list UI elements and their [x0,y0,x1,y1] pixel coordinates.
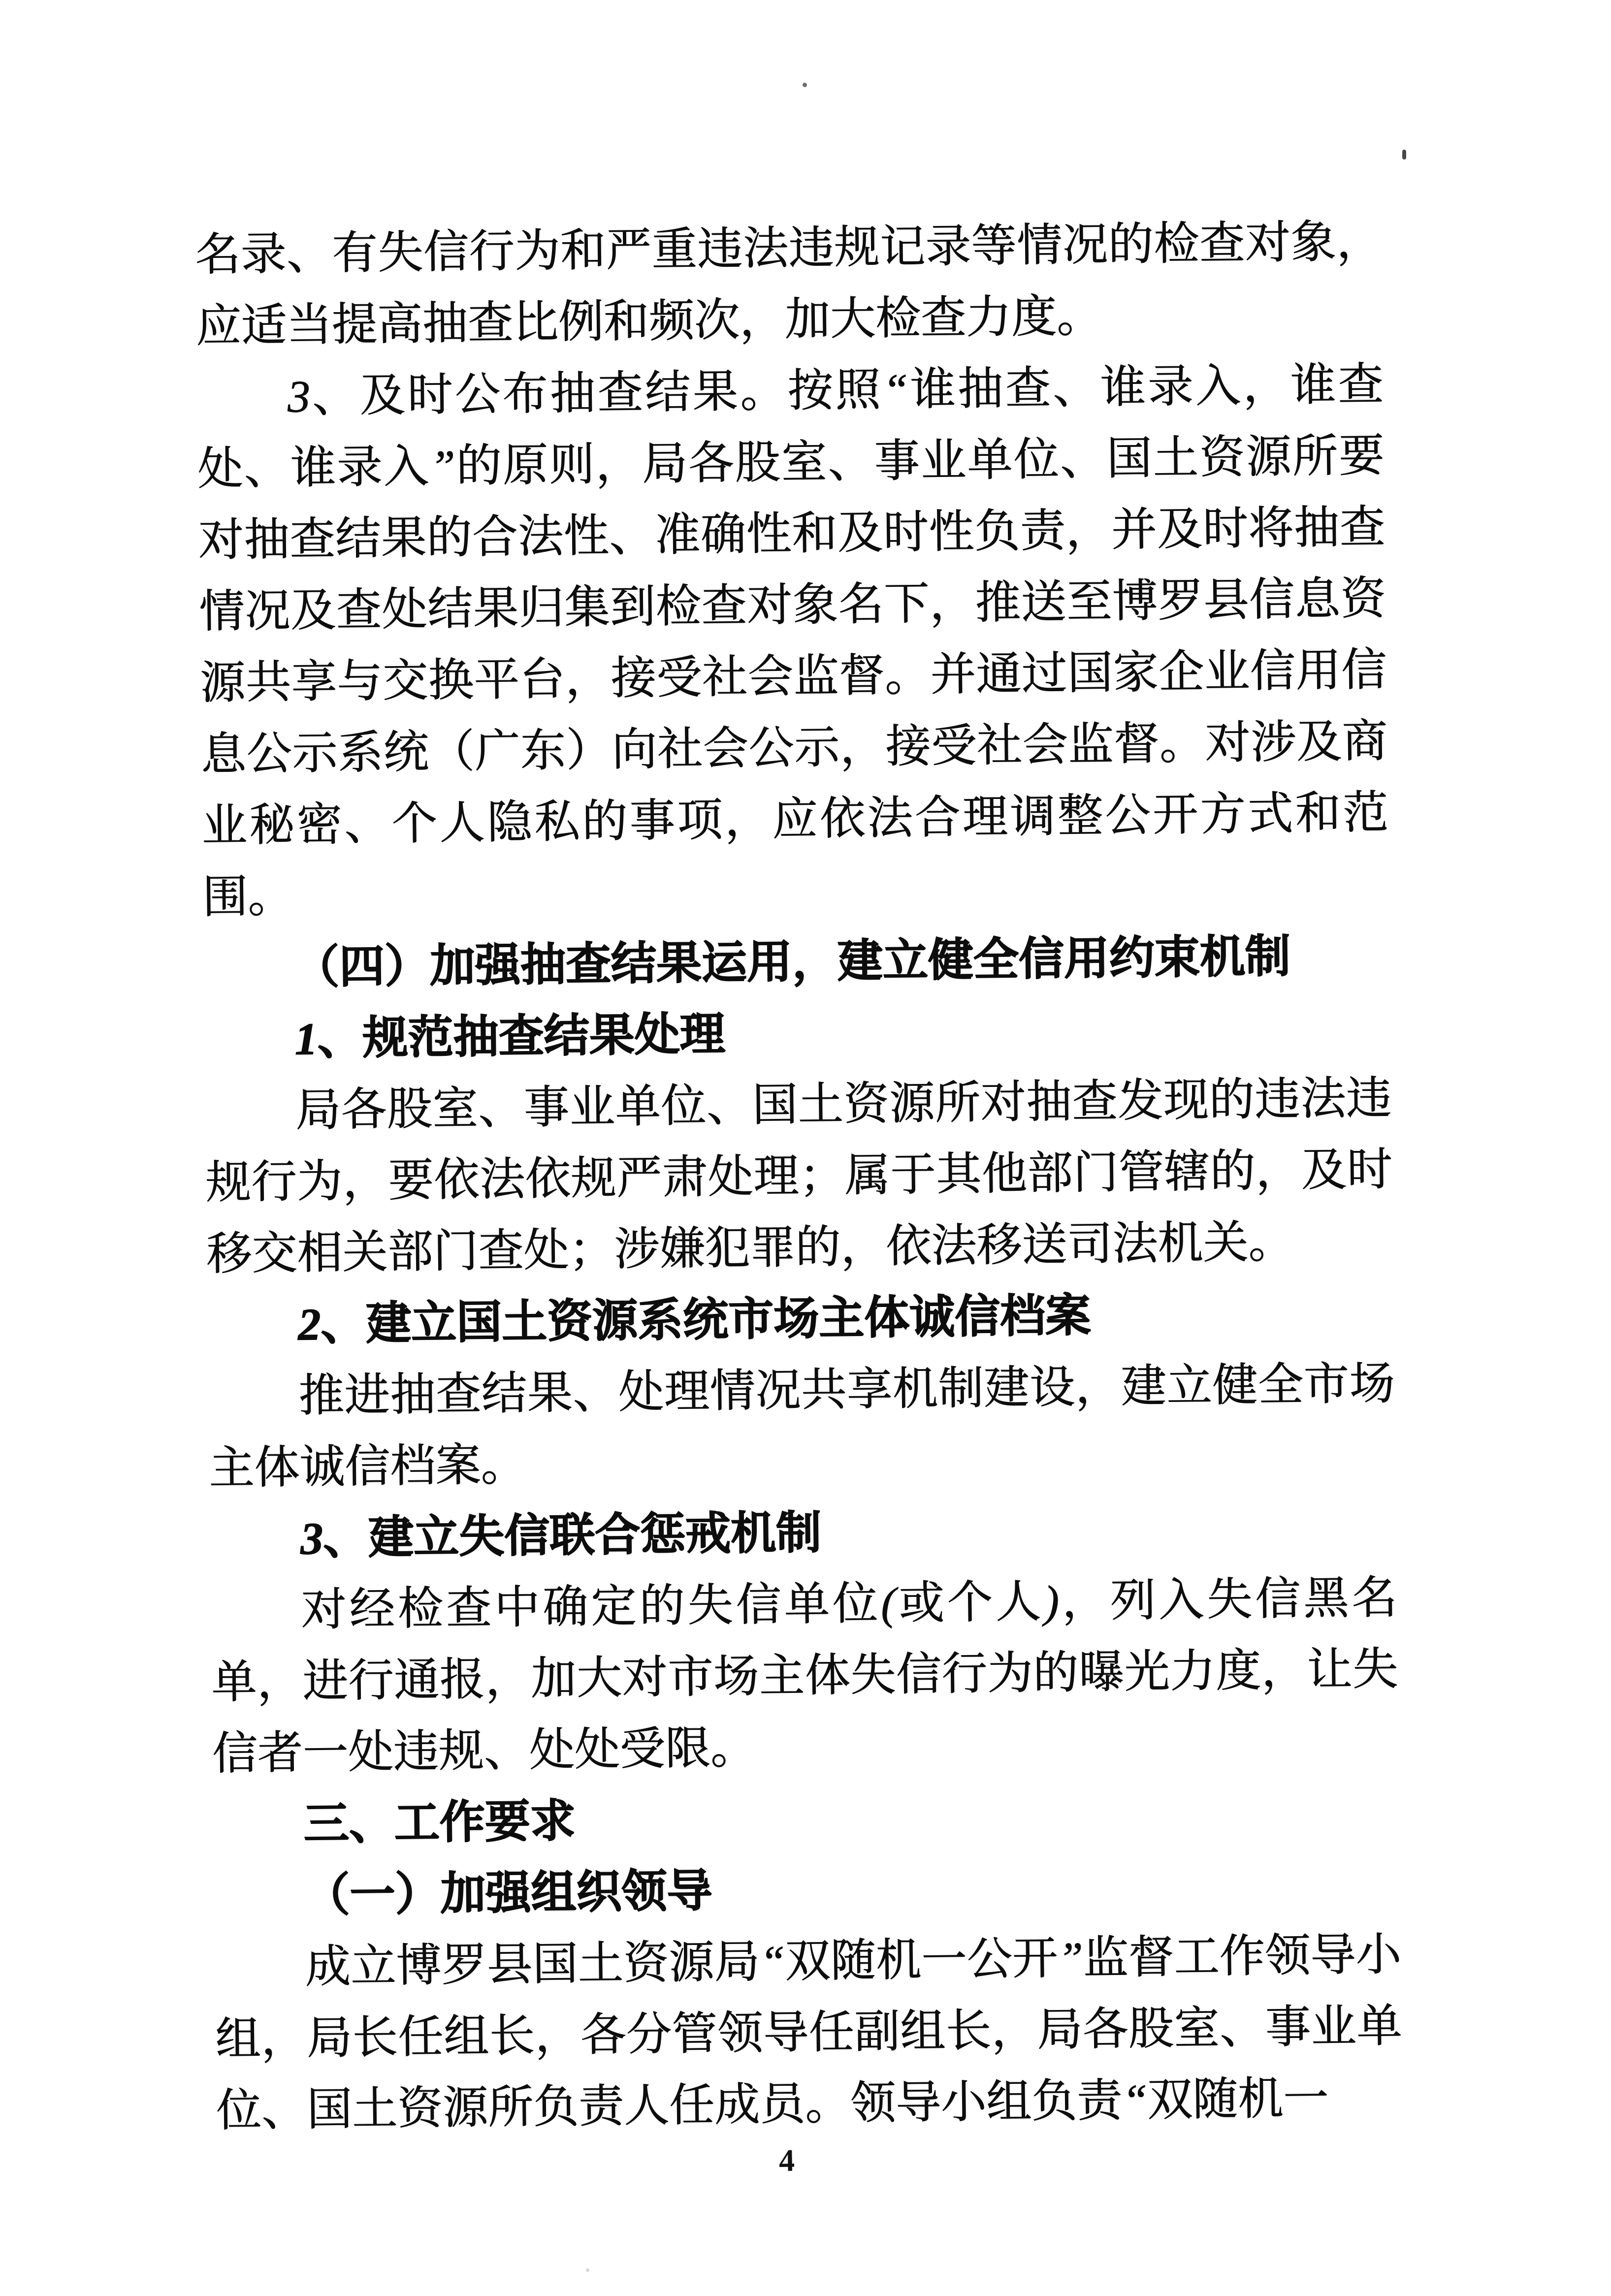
scan-speck [1402,150,1406,159]
section-heading: 三、工作要求 [303,1796,576,1850]
section-heading: 1、规范抽查结果处理 [294,1009,726,1064]
body-paragraph: 成立博罗县国土资源局“双随机一公开”监督工作领导小组，局长任组长，各分管领导任副组长，局各股室、事业单位、国土资源所负责人任成员。领导小组负责“双随机一 [215,1929,1403,2136]
scan-speck [586,2268,589,2272]
body-paragraph: 推进抽查结果、处理情况共享机制建设，建立健全市场主体诚信档案。 [209,1358,1395,1494]
body-paragraph: 局各股室、事业单位、国土资源所对抽查发现的违法违规行为，要依法依规严肃处理；属于其他部门管辖的，及时移交相关部门查处；涉嫌犯罪的，依法移送司法机关。 [205,1073,1393,1279]
body-paragraph: 对经检查中确定的失信单位(或个人)，列入失信黑名单，进行通报，加大对市场主体失信行为的曝光力度，让失信者一处违规、处处受限。 [211,1572,1399,1779]
section-heading: （四）加强抽查结果运用，建立健全信用约束机制 [293,931,1291,993]
section-heading: 2、建立国土资源系统市场主体诚信档案 [297,1290,1091,1350]
section-heading: 3、建立失信联合惩戒机制 [300,1507,822,1564]
section-heading: （一）加强组织领导 [304,1866,713,1921]
body-paragraph: 名录、有失信行为和严重违法违规记录等情况的检查对象，应适当提高抽查比例和频次，加大检查力度。 [195,216,1383,351]
body-paragraph: 3、及时公布抽查结果。按照“谁抽查、谁录入，谁查处、谁录入”的原则，局各股室、事业单位、国土资源所要对抽查结果的合法性、准确性和及时性负责，并及时将抽查情况及查处结果归集到检查对象名下，推送至博罗县信息资源共享与交换平台，接受社会监督。并通过国家企业信用信息公示系统（广东）向社会公示，接受社会监督。对涉及商业秘密、个人隐私的事项，应依法合理调整公开方式和范围。 [197,359,1389,923]
page-number: 4 [778,2142,795,2178]
scan-speck [803,83,807,87]
document-text-block [195,206,1403,2146]
